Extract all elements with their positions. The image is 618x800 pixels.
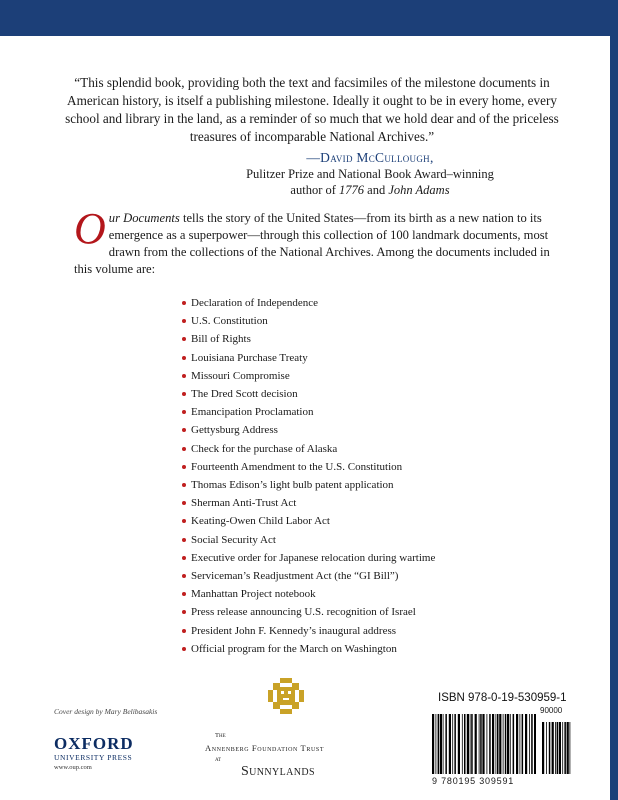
document-title: Missouri Compromise bbox=[191, 369, 290, 382]
document-title: President John F. Kennedy’s inaugural address bbox=[191, 624, 397, 637]
document-list-item bbox=[182, 531, 435, 549]
cover-design-credit: Cover design by Mary Belibasakis bbox=[54, 707, 158, 716]
document-title: The Dred Scott decision bbox=[191, 388, 298, 401]
document-list-item bbox=[182, 512, 435, 530]
bullet-icon bbox=[182, 501, 186, 505]
document-list-item bbox=[182, 330, 435, 348]
book-title-1776: 1776 bbox=[339, 183, 365, 197]
credential-prefix: author of bbox=[290, 183, 340, 197]
bullet-icon bbox=[182, 356, 186, 360]
bullet-icon bbox=[182, 610, 186, 614]
document-list-item bbox=[182, 585, 435, 603]
publisher-subname: UNIVERSITY PRESS bbox=[54, 753, 133, 762]
price-code: 90000 bbox=[540, 706, 563, 715]
bullet-icon bbox=[182, 374, 186, 378]
bullet-icon bbox=[182, 319, 186, 323]
quote-author: —David McCullough, bbox=[306, 150, 434, 165]
document-list-item bbox=[182, 403, 435, 421]
document-title: Manhattan Project notebook bbox=[191, 588, 316, 601]
quote-text: “This splendid book, providing both the text and facsimiles of the milestone documents in American history, is itself a publishing milestone. Ideally it ought to be in every home, every school and library in the land, as a reminder of so much that we hold dear and of the priceless treasures of incomparable National Archives.” bbox=[65, 75, 559, 144]
bullet-icon bbox=[182, 629, 186, 633]
author-credential-line2 bbox=[150, 182, 590, 198]
bullet-icon bbox=[182, 428, 186, 432]
intro-paragraph bbox=[74, 204, 552, 278]
foundation-name: Annenberg Foundation Trust bbox=[205, 743, 325, 753]
supplement-barcode-icon bbox=[542, 722, 572, 774]
foundation-place: Sunnylands bbox=[241, 764, 316, 779]
right-color-band bbox=[610, 0, 618, 800]
document-list-item bbox=[182, 567, 435, 585]
author-credential-line1: Pulitzer Prize and National Book Award–winning bbox=[246, 167, 494, 181]
bullet-icon bbox=[182, 574, 186, 578]
bullet-icon bbox=[182, 392, 186, 396]
bullet-icon bbox=[182, 592, 186, 596]
credential-and: and bbox=[364, 183, 389, 197]
document-title: Official program for the March on Washington bbox=[191, 642, 397, 655]
document-title: Gettysburg Address bbox=[191, 424, 278, 437]
document-list-item bbox=[182, 603, 435, 621]
book-title: ur Documents bbox=[108, 211, 180, 225]
bullet-icon bbox=[182, 337, 186, 341]
documents-list bbox=[182, 294, 435, 658]
document-title: Bill of Rights bbox=[191, 333, 251, 346]
bullet-icon bbox=[182, 483, 186, 487]
publisher-logo bbox=[54, 735, 134, 773]
bullet-icon bbox=[182, 447, 186, 451]
document-title: Louisiana Purchase Treaty bbox=[191, 351, 308, 364]
document-list-item bbox=[182, 549, 435, 567]
intro-body: tells the story of the United States—from its birth as a new nation to its emergence as a superpower—through this collection of 100 landmark documents, most drawn from the collections of the National Archives. Among the documents included in this volume are: bbox=[74, 211, 550, 276]
bullet-icon bbox=[182, 519, 186, 523]
drop-cap: O bbox=[74, 204, 106, 253]
publisher-url: www.oup.com bbox=[54, 764, 92, 771]
publisher-name: OXFORD bbox=[54, 734, 134, 753]
document-list-item bbox=[182, 458, 435, 476]
bullet-icon bbox=[182, 647, 186, 651]
document-list-item bbox=[182, 421, 435, 439]
document-title: U.S. Constitution bbox=[191, 315, 268, 328]
document-title: Serviceman’s Readjustment Act (the “GI Bill”) bbox=[191, 570, 399, 583]
bullet-icon bbox=[182, 465, 186, 469]
bullet-icon bbox=[182, 556, 186, 560]
book-title-john-adams: John Adams bbox=[388, 183, 450, 197]
barcode-digits: 9 780195 309591 bbox=[432, 776, 515, 786]
isbn-label: ISBN 978-0-19-530959-1 bbox=[438, 692, 567, 704]
bullet-icon bbox=[182, 410, 186, 414]
bullet-icon bbox=[182, 301, 186, 305]
document-list-item bbox=[182, 494, 435, 512]
document-list-item bbox=[182, 294, 435, 312]
document-list-item bbox=[182, 622, 435, 640]
foundation-logo-text bbox=[205, 730, 365, 778]
document-title: Fourteenth Amendment to the U.S. Constitution bbox=[191, 460, 403, 473]
document-title: Thomas Edison’s light bulb patent application bbox=[191, 479, 394, 492]
document-title: Emancipation Proclamation bbox=[191, 406, 314, 419]
foundation-at: at bbox=[215, 756, 222, 763]
document-list-item bbox=[182, 440, 435, 458]
document-list-item bbox=[182, 349, 435, 367]
barcode bbox=[432, 706, 574, 792]
foundation-the: The bbox=[215, 732, 226, 739]
document-list-item bbox=[182, 476, 435, 494]
bullet-icon bbox=[182, 538, 186, 542]
sunburst-logo-icon bbox=[268, 678, 304, 714]
document-title: Press release announcing U.S. recognition of Israel bbox=[191, 606, 416, 619]
document-title: Executive order for Japanese relocation during wartime bbox=[191, 551, 436, 564]
document-title: Check for the purchase of Alaska bbox=[191, 442, 338, 455]
document-title: Declaration of Independence bbox=[191, 297, 319, 309]
document-title: Sherman Anti-Trust Act bbox=[191, 497, 297, 510]
document-list-item bbox=[182, 640, 435, 658]
document-list-item bbox=[182, 312, 435, 330]
top-color-band bbox=[0, 0, 618, 36]
document-list-item bbox=[182, 367, 435, 385]
document-title: Keating-Owen Child Labor Act bbox=[191, 515, 330, 528]
document-title: Social Security Act bbox=[191, 533, 276, 546]
blurb-quote bbox=[62, 74, 562, 146]
barcode-icon bbox=[432, 714, 536, 774]
document-list-item bbox=[182, 385, 435, 403]
quote-attribution bbox=[150, 150, 590, 198]
